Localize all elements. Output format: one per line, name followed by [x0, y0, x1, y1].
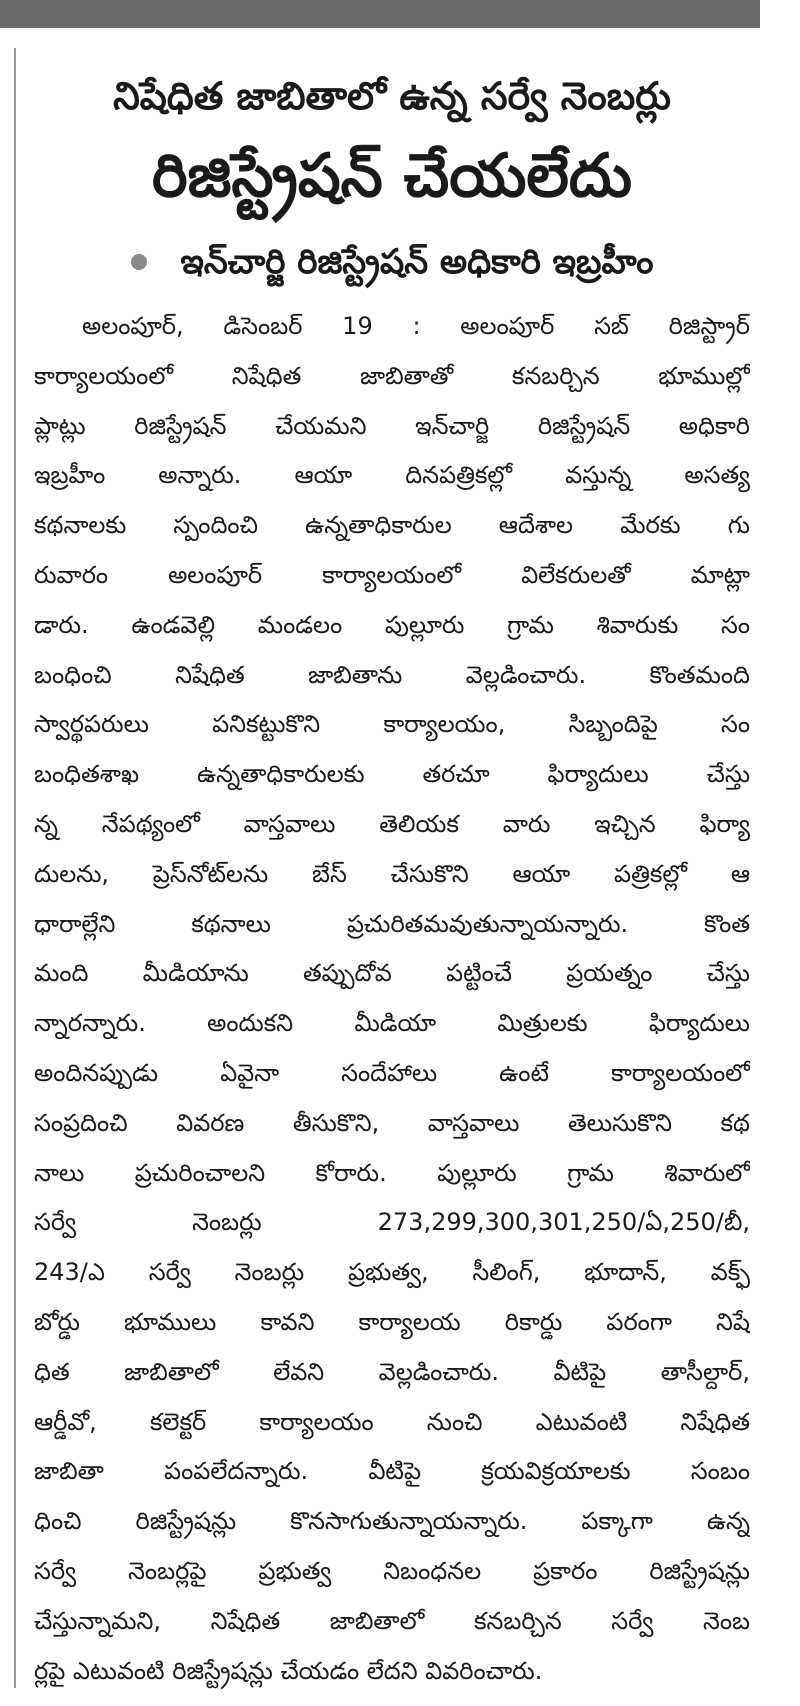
body-line: రువారం అలంపూర్ కార్యాలయంలో విలేకరులతో మాట్లా	[34, 560, 750, 589]
body-line: కార్యాలయంలో నిషేధిత జాబితాతో కనబర్చిన భూముల్లో	[34, 361, 750, 390]
body-line: న్నారన్నారు. అందుకని మీడియా మిత్రులకు ఫిర్యాదులు	[34, 1009, 750, 1038]
body-line: సర్వే నెంబర్లపై ప్రభుత్వ నిబంధనల ప్రకారం రిజిస్ట్రేషన్లు	[34, 1556, 750, 1585]
body-line: సంప్రదించి వివరణ తీసుకొని, వాస్తవాలు తెలుసుకొని కథ	[34, 1108, 750, 1137]
bullet-icon	[131, 254, 147, 270]
article-headline: రిజిస్ట్రేషన్ చేయలేదు	[151, 141, 633, 211]
article-subhead: ఇన్‌చార్జి రిజిస్ట్రేషన్ అధికారి ఇబ్రహీం	[180, 242, 654, 282]
top-gray-band	[0, 0, 760, 28]
body-line: నాలు ప్రచురించాలని కోరారు. పుల్లూరు గ్రామ శివారులో	[34, 1158, 750, 1187]
body-line: ప్లాట్లు రిజిస్ట్రేషన్ చేయమని ఇన్‌చార్జి రిజిస్ట్రేషన్ అధికారి	[34, 411, 750, 440]
body-line: 243/ఎ సర్వే నెంబర్లు ప్రభుత్వ, సీలింగ్, భూదాన్, వక్ఫ్	[34, 1258, 750, 1287]
body-line: మంది మీడియాను తప్పుదోవ పట్టించే ప్రయత్నం చేస్తు	[34, 959, 750, 988]
body-line: చేస్తున్నామని, నిషేధిత జాబితాలో కనబర్చిన సర్వే నెంబ	[34, 1606, 750, 1635]
body-line: ధించి రిజిస్ట్రేషన్లు కొనసాగుతున్నాయన్నారు. పక్కాగా ఉన్న	[34, 1507, 750, 1536]
body-line: జాబితా పంపలేదన్నారు. వీటిపై క్రయవిక్రయాలకు సంబం	[34, 1457, 750, 1486]
body-line: దులను, ప్రెస్‌నోట్‌లను బేస్ చేసుకొని ఆయా పత్రికల్లో ఆ	[34, 859, 750, 888]
body-line: అలంపూర్, డిసెంబర్ 19 : అలంపూర్ సబ్ రిజిస్ట్రార్	[82, 312, 750, 340]
body-line: ర్లపై ఎటువంటి రిజిస్ట్రేషన్లు చేయడం లేదని వివరించారు.	[34, 1656, 543, 1685]
article-body	[34, 302, 750, 1696]
body-line: ఇబ్రహీం అన్నారు. ఆయా దినపత్రికల్లో వస్తున్న అసత్య	[34, 461, 750, 490]
body-line: కథనాలకు స్పందించి ఉన్నతాధికారుల ఆదేశాల మేరకు గు	[34, 511, 750, 540]
body-line: బంధించి నిషేధిత జాబితాను వెల్లడించారు. కొంతమంది	[34, 660, 750, 689]
subhead-row	[34, 232, 750, 292]
body-line: సర్వే నెంబర్లు 273,299,300,301,250/ఏ,250/బీ,	[34, 1208, 750, 1237]
article-kicker: నిషేధిత జాబితాలో ఉన్న సర్వే నెంబర్లు	[113, 74, 671, 118]
body-line: ధిత జాబితాలో లేవని వెల్లడించారు. వీటిపై తాసీల్దార్,	[34, 1357, 750, 1386]
column-rule	[14, 48, 16, 1688]
body-line: ధారాల్లేని కథనాలు ప్రచురితమవుతున్నాయన్నారు. కొంత	[34, 909, 750, 938]
body-line: బంధితశాఖ ఉన్నతాధికారులకు తరచూ ఫిర్యాదులు చేస్తు	[34, 760, 750, 789]
body-line: డారు. ఉండవెల్లి మండలం పుల్లూరు గ్రామ శివారుకు సం	[34, 610, 750, 639]
body-line: న్న నేపథ్యంలో వాస్తవాలు తెలియక వారు ఇచ్చిన ఫిర్యా	[34, 809, 750, 838]
body-line: ఆర్డీవో, కలెక్టర్ కార్యాలయం నుంచి ఎటువంటి నిషేధిత	[34, 1407, 750, 1436]
body-line: బోర్డు భూములు కావని కార్యాలయ రికార్డు పరంగా నిషే	[34, 1307, 750, 1336]
right-margin	[760, 0, 800, 1706]
news-article	[34, 48, 750, 1696]
body-line: అందినప్పుడు ఏవైనా సందేహాలు ఉంటే కార్యాలయంలో	[34, 1058, 750, 1087]
body-line: స్వార్థపరులు పనికట్టుకొని కార్యాలయం, సిబ్బందిపై సం	[34, 710, 750, 739]
